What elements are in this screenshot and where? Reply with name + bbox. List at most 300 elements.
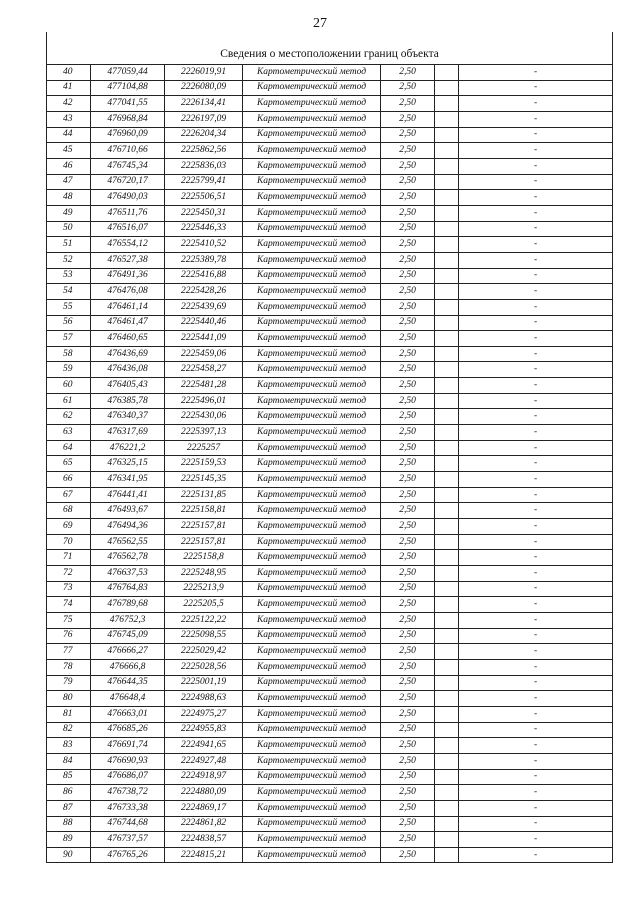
method-cell: Картометрический метод <box>243 205 381 221</box>
table-row <box>47 581 613 597</box>
method-cell: Картометрический метод <box>243 143 381 159</box>
accuracy-cell: 2,50 <box>381 675 435 691</box>
accuracy-cell: 2,50 <box>381 96 435 112</box>
accuracy-cell: 2,50 <box>381 503 435 519</box>
y-coordinate-cell: 2225440,46 <box>165 315 243 331</box>
table-row <box>47 659 613 675</box>
accuracy-cell: 2,50 <box>381 769 435 785</box>
accuracy-cell: 2,50 <box>381 237 435 253</box>
accuracy-cell: 2,50 <box>381 753 435 769</box>
point-number-cell: 42 <box>47 96 91 112</box>
point-number-cell: 77 <box>47 644 91 660</box>
table-title: Сведения о местоположении границ объекта <box>47 32 613 65</box>
table-row <box>47 706 613 722</box>
description-cell <box>435 581 459 597</box>
table-row <box>47 519 613 535</box>
x-coordinate-cell: 476690,93 <box>91 753 165 769</box>
method-cell: Картометрический метод <box>243 456 381 472</box>
boundary-coordinates-table <box>46 32 613 863</box>
x-coordinate-cell: 476789,68 <box>91 597 165 613</box>
accuracy-cell: 2,50 <box>381 315 435 331</box>
description-cell <box>435 284 459 300</box>
description-cell <box>435 612 459 628</box>
y-coordinate-cell: 2225416,88 <box>165 268 243 284</box>
table-row <box>47 456 613 472</box>
note-cell: - <box>459 80 613 96</box>
table-row <box>47 753 613 769</box>
y-coordinate-cell: 2225496,01 <box>165 393 243 409</box>
accuracy-cell: 2,50 <box>381 785 435 801</box>
description-cell <box>435 65 459 81</box>
note-cell: - <box>459 503 613 519</box>
description-cell <box>435 268 459 284</box>
x-coordinate-cell: 476691,74 <box>91 738 165 754</box>
note-cell: - <box>459 440 613 456</box>
description-cell <box>435 644 459 660</box>
method-cell: Картометрический метод <box>243 722 381 738</box>
note-cell: - <box>459 487 613 503</box>
method-cell: Картометрический метод <box>243 519 381 535</box>
table-row <box>47 315 613 331</box>
x-coordinate-cell: 476960,09 <box>91 127 165 143</box>
accuracy-cell: 2,50 <box>381 268 435 284</box>
table-row <box>47 612 613 628</box>
point-number-cell: 61 <box>47 393 91 409</box>
method-cell: Картометрический метод <box>243 534 381 550</box>
table-row <box>47 722 613 738</box>
method-cell: Картометрический метод <box>243 331 381 347</box>
x-coordinate-cell: 476460,65 <box>91 331 165 347</box>
y-coordinate-cell: 2226204,34 <box>165 127 243 143</box>
method-cell: Картометрический метод <box>243 706 381 722</box>
method-cell: Картометрический метод <box>243 691 381 707</box>
method-cell: Картометрический метод <box>243 190 381 206</box>
description-cell <box>435 706 459 722</box>
accuracy-cell: 2,50 <box>381 346 435 362</box>
description-cell <box>435 362 459 378</box>
x-coordinate-cell: 476720,17 <box>91 174 165 190</box>
x-coordinate-cell: 476325,15 <box>91 456 165 472</box>
note-cell: - <box>459 659 613 675</box>
y-coordinate-cell: 2225446,33 <box>165 221 243 237</box>
y-coordinate-cell: 2225157,81 <box>165 534 243 550</box>
point-number-cell: 71 <box>47 550 91 566</box>
point-number-cell: 82 <box>47 722 91 738</box>
description-cell <box>435 628 459 644</box>
description-cell <box>435 315 459 331</box>
method-cell: Картометрический метод <box>243 566 381 582</box>
table-row <box>47 378 613 394</box>
accuracy-cell: 2,50 <box>381 205 435 221</box>
y-coordinate-cell: 2225145,35 <box>165 472 243 488</box>
point-number-cell: 90 <box>47 847 91 863</box>
note-cell: - <box>459 628 613 644</box>
note-cell: - <box>459 221 613 237</box>
point-number-cell: 59 <box>47 362 91 378</box>
note-cell: - <box>459 127 613 143</box>
point-number-cell: 41 <box>47 80 91 96</box>
note-cell: - <box>459 111 613 127</box>
table-row <box>47 534 613 550</box>
table-row <box>47 143 613 159</box>
table-row <box>47 644 613 660</box>
table-row <box>47 205 613 221</box>
accuracy-cell: 2,50 <box>381 80 435 96</box>
note-cell: - <box>459 362 613 378</box>
method-cell: Картометрический метод <box>243 472 381 488</box>
x-coordinate-cell: 476385,78 <box>91 393 165 409</box>
accuracy-cell: 2,50 <box>381 519 435 535</box>
table-row <box>47 96 613 112</box>
note-cell: - <box>459 158 613 174</box>
description-cell <box>435 346 459 362</box>
note-cell: - <box>459 299 613 315</box>
y-coordinate-cell: 2225410,52 <box>165 237 243 253</box>
description-cell <box>435 534 459 550</box>
y-coordinate-cell: 2225029,42 <box>165 644 243 660</box>
accuracy-cell: 2,50 <box>381 425 435 441</box>
table-row <box>47 785 613 801</box>
y-coordinate-cell: 2225158,8 <box>165 550 243 566</box>
note-cell: - <box>459 832 613 848</box>
y-coordinate-cell: 2225158,81 <box>165 503 243 519</box>
accuracy-cell: 2,50 <box>381 378 435 394</box>
y-coordinate-cell: 2225481,28 <box>165 378 243 394</box>
y-coordinate-cell: 2226080,09 <box>165 80 243 96</box>
note-cell: - <box>459 284 613 300</box>
description-cell <box>435 440 459 456</box>
table-row <box>47 252 613 268</box>
table-row <box>47 816 613 832</box>
point-number-cell: 84 <box>47 753 91 769</box>
x-coordinate-cell: 476436,69 <box>91 346 165 362</box>
note-cell: - <box>459 597 613 613</box>
method-cell: Картометрический метод <box>243 378 381 394</box>
table-row <box>47 65 613 81</box>
table-row <box>47 691 613 707</box>
accuracy-cell: 2,50 <box>381 487 435 503</box>
note-cell: - <box>459 456 613 472</box>
x-coordinate-cell: 476644,35 <box>91 675 165 691</box>
description-cell <box>435 378 459 394</box>
table-row <box>47 174 613 190</box>
description-cell <box>435 675 459 691</box>
description-cell <box>435 597 459 613</box>
y-coordinate-cell: 2225131,85 <box>165 487 243 503</box>
note-cell: - <box>459 534 613 550</box>
description-cell <box>435 331 459 347</box>
note-cell: - <box>459 472 613 488</box>
note-cell: - <box>459 331 613 347</box>
table-row <box>47 299 613 315</box>
table-row <box>47 597 613 613</box>
accuracy-cell: 2,50 <box>381 174 435 190</box>
method-cell: Картометрический метод <box>243 425 381 441</box>
x-coordinate-cell: 476666,27 <box>91 644 165 660</box>
table-row <box>47 158 613 174</box>
description-cell <box>435 127 459 143</box>
note-cell: - <box>459 268 613 284</box>
x-coordinate-cell: 476461,14 <box>91 299 165 315</box>
point-number-cell: 78 <box>47 659 91 675</box>
method-cell: Картометрический метод <box>243 440 381 456</box>
description-cell <box>435 738 459 754</box>
point-number-cell: 85 <box>47 769 91 785</box>
y-coordinate-cell: 2224955,83 <box>165 722 243 738</box>
x-coordinate-cell: 476554,12 <box>91 237 165 253</box>
note-cell: - <box>459 346 613 362</box>
y-coordinate-cell: 2224815,21 <box>165 847 243 863</box>
point-number-cell: 62 <box>47 409 91 425</box>
accuracy-cell: 2,50 <box>381 111 435 127</box>
description-cell <box>435 519 459 535</box>
accuracy-cell: 2,50 <box>381 706 435 722</box>
table-row <box>47 284 613 300</box>
y-coordinate-cell: 2225098,55 <box>165 628 243 644</box>
x-coordinate-cell: 476340,37 <box>91 409 165 425</box>
y-coordinate-cell: 2225459,06 <box>165 346 243 362</box>
accuracy-cell: 2,50 <box>381 738 435 754</box>
y-coordinate-cell: 2225389,78 <box>165 252 243 268</box>
description-cell <box>435 503 459 519</box>
note-cell: - <box>459 550 613 566</box>
point-number-cell: 89 <box>47 832 91 848</box>
method-cell: Картометрический метод <box>243 127 381 143</box>
x-coordinate-cell: 476490,03 <box>91 190 165 206</box>
table-row <box>47 847 613 863</box>
point-number-cell: 55 <box>47 299 91 315</box>
note-cell: - <box>459 409 613 425</box>
accuracy-cell: 2,50 <box>381 252 435 268</box>
y-coordinate-cell: 2225439,69 <box>165 299 243 315</box>
note-cell: - <box>459 205 613 221</box>
x-coordinate-cell: 476637,53 <box>91 566 165 582</box>
accuracy-cell: 2,50 <box>381 456 435 472</box>
method-cell: Картометрический метод <box>243 284 381 300</box>
point-number-cell: 67 <box>47 487 91 503</box>
note-cell: - <box>459 691 613 707</box>
y-coordinate-cell: 2224880,09 <box>165 785 243 801</box>
description-cell <box>435 96 459 112</box>
method-cell: Картометрический метод <box>243 393 381 409</box>
table-row <box>47 800 613 816</box>
x-coordinate-cell: 477041,55 <box>91 96 165 112</box>
y-coordinate-cell: 2225430,06 <box>165 409 243 425</box>
accuracy-cell: 2,50 <box>381 190 435 206</box>
note-cell: - <box>459 174 613 190</box>
note-cell: - <box>459 769 613 785</box>
point-number-cell: 68 <box>47 503 91 519</box>
description-cell <box>435 753 459 769</box>
table-row <box>47 111 613 127</box>
table-row <box>47 331 613 347</box>
method-cell: Картометрический метод <box>243 816 381 832</box>
x-coordinate-cell: 476663,01 <box>91 706 165 722</box>
table-row <box>47 487 613 503</box>
point-number-cell: 79 <box>47 675 91 691</box>
note-cell: - <box>459 722 613 738</box>
y-coordinate-cell: 2225450,31 <box>165 205 243 221</box>
x-coordinate-cell: 476494,36 <box>91 519 165 535</box>
accuracy-cell: 2,50 <box>381 127 435 143</box>
accuracy-cell: 2,50 <box>381 472 435 488</box>
accuracy-cell: 2,50 <box>381 409 435 425</box>
method-cell: Картометрический метод <box>243 832 381 848</box>
y-coordinate-cell: 2225862,56 <box>165 143 243 159</box>
method-cell: Картометрический метод <box>243 80 381 96</box>
x-coordinate-cell: 476737,57 <box>91 832 165 848</box>
y-coordinate-cell: 2225159,53 <box>165 456 243 472</box>
x-coordinate-cell: 476686,07 <box>91 769 165 785</box>
page-number: 27 <box>313 16 327 31</box>
x-coordinate-cell: 476562,55 <box>91 534 165 550</box>
table-row <box>47 472 613 488</box>
point-number-cell: 80 <box>47 691 91 707</box>
table-row <box>47 80 613 96</box>
point-number-cell: 57 <box>47 331 91 347</box>
point-number-cell: 76 <box>47 628 91 644</box>
x-coordinate-cell: 476752,3 <box>91 612 165 628</box>
method-cell: Картометрический метод <box>243 800 381 816</box>
point-number-cell: 48 <box>47 190 91 206</box>
note-cell: - <box>459 65 613 81</box>
method-cell: Картометрический метод <box>243 769 381 785</box>
accuracy-cell: 2,50 <box>381 722 435 738</box>
method-cell: Картометрический метод <box>243 111 381 127</box>
description-cell <box>435 237 459 253</box>
table-row <box>47 237 613 253</box>
note-cell: - <box>459 393 613 409</box>
y-coordinate-cell: 2225836,03 <box>165 158 243 174</box>
point-number-cell: 60 <box>47 378 91 394</box>
accuracy-cell: 2,50 <box>381 440 435 456</box>
note-cell: - <box>459 675 613 691</box>
description-cell <box>435 832 459 848</box>
y-coordinate-cell: 2226197,09 <box>165 111 243 127</box>
method-cell: Картометрический метод <box>243 847 381 863</box>
x-coordinate-cell: 476436,08 <box>91 362 165 378</box>
x-coordinate-cell: 477059,44 <box>91 65 165 81</box>
point-number-cell: 43 <box>47 111 91 127</box>
y-coordinate-cell: 2224988,63 <box>165 691 243 707</box>
table-row <box>47 550 613 566</box>
x-coordinate-cell: 476493,67 <box>91 503 165 519</box>
description-cell <box>435 158 459 174</box>
description-cell <box>435 550 459 566</box>
table-row <box>47 769 613 785</box>
x-coordinate-cell: 477104,88 <box>91 80 165 96</box>
x-coordinate-cell: 476317,69 <box>91 425 165 441</box>
note-cell: - <box>459 566 613 582</box>
description-cell <box>435 425 459 441</box>
point-number-cell: 53 <box>47 268 91 284</box>
table-row <box>47 190 613 206</box>
method-cell: Картометрический метод <box>243 362 381 378</box>
table-row <box>47 832 613 848</box>
y-coordinate-cell: 2225799,41 <box>165 174 243 190</box>
description-cell <box>435 205 459 221</box>
method-cell: Картометрический метод <box>243 785 381 801</box>
x-coordinate-cell: 476744,68 <box>91 816 165 832</box>
x-coordinate-cell: 476461,47 <box>91 315 165 331</box>
description-cell <box>435 393 459 409</box>
y-coordinate-cell: 2224927,48 <box>165 753 243 769</box>
accuracy-cell: 2,50 <box>381 800 435 816</box>
point-number-cell: 69 <box>47 519 91 535</box>
x-coordinate-cell: 476441,41 <box>91 487 165 503</box>
note-cell: - <box>459 252 613 268</box>
description-cell <box>435 409 459 425</box>
table-row <box>47 628 613 644</box>
accuracy-cell: 2,50 <box>381 691 435 707</box>
method-cell: Картометрический метод <box>243 158 381 174</box>
table-body <box>47 32 613 863</box>
table-row <box>47 346 613 362</box>
x-coordinate-cell: 476221,2 <box>91 440 165 456</box>
accuracy-cell: 2,50 <box>381 612 435 628</box>
method-cell: Картометрический метод <box>243 644 381 660</box>
note-cell: - <box>459 706 613 722</box>
point-number-cell: 64 <box>47 440 91 456</box>
method-cell: Картометрический метод <box>243 252 381 268</box>
y-coordinate-cell: 2225441,09 <box>165 331 243 347</box>
point-number-cell: 63 <box>47 425 91 441</box>
y-coordinate-cell: 2225248,95 <box>165 566 243 582</box>
description-cell <box>435 472 459 488</box>
y-coordinate-cell: 2224861,82 <box>165 816 243 832</box>
method-cell: Картометрический метод <box>243 315 381 331</box>
accuracy-cell: 2,50 <box>381 143 435 159</box>
x-coordinate-cell: 476648,4 <box>91 691 165 707</box>
x-coordinate-cell: 476491,36 <box>91 268 165 284</box>
point-number-cell: 66 <box>47 472 91 488</box>
x-coordinate-cell: 476733,38 <box>91 800 165 816</box>
description-cell <box>435 143 459 159</box>
x-coordinate-cell: 476765,26 <box>91 847 165 863</box>
x-coordinate-cell: 476710,66 <box>91 143 165 159</box>
x-coordinate-cell: 476341,95 <box>91 472 165 488</box>
point-number-cell: 88 <box>47 816 91 832</box>
x-coordinate-cell: 476666,8 <box>91 659 165 675</box>
note-cell: - <box>459 847 613 863</box>
y-coordinate-cell: 2224918,97 <box>165 769 243 785</box>
description-cell <box>435 299 459 315</box>
method-cell: Картометрический метод <box>243 487 381 503</box>
note-cell: - <box>459 753 613 769</box>
method-cell: Картометрический метод <box>243 174 381 190</box>
x-coordinate-cell: 476562,78 <box>91 550 165 566</box>
y-coordinate-cell: 2225257 <box>165 440 243 456</box>
accuracy-cell: 2,50 <box>381 581 435 597</box>
x-coordinate-cell: 476527,38 <box>91 252 165 268</box>
y-coordinate-cell: 2226134,41 <box>165 96 243 112</box>
description-cell <box>435 80 459 96</box>
point-number-cell: 87 <box>47 800 91 816</box>
method-cell: Картометрический метод <box>243 346 381 362</box>
table-title-row <box>47 32 613 65</box>
point-number-cell: 54 <box>47 284 91 300</box>
point-number-cell: 49 <box>47 205 91 221</box>
x-coordinate-cell: 476738,72 <box>91 785 165 801</box>
method-cell: Картометрический метод <box>243 65 381 81</box>
y-coordinate-cell: 2225506,51 <box>165 190 243 206</box>
note-cell: - <box>459 644 613 660</box>
accuracy-cell: 2,50 <box>381 393 435 409</box>
table-row <box>47 503 613 519</box>
method-cell: Картометрический метод <box>243 628 381 644</box>
method-cell: Картометрический метод <box>243 738 381 754</box>
accuracy-cell: 2,50 <box>381 628 435 644</box>
